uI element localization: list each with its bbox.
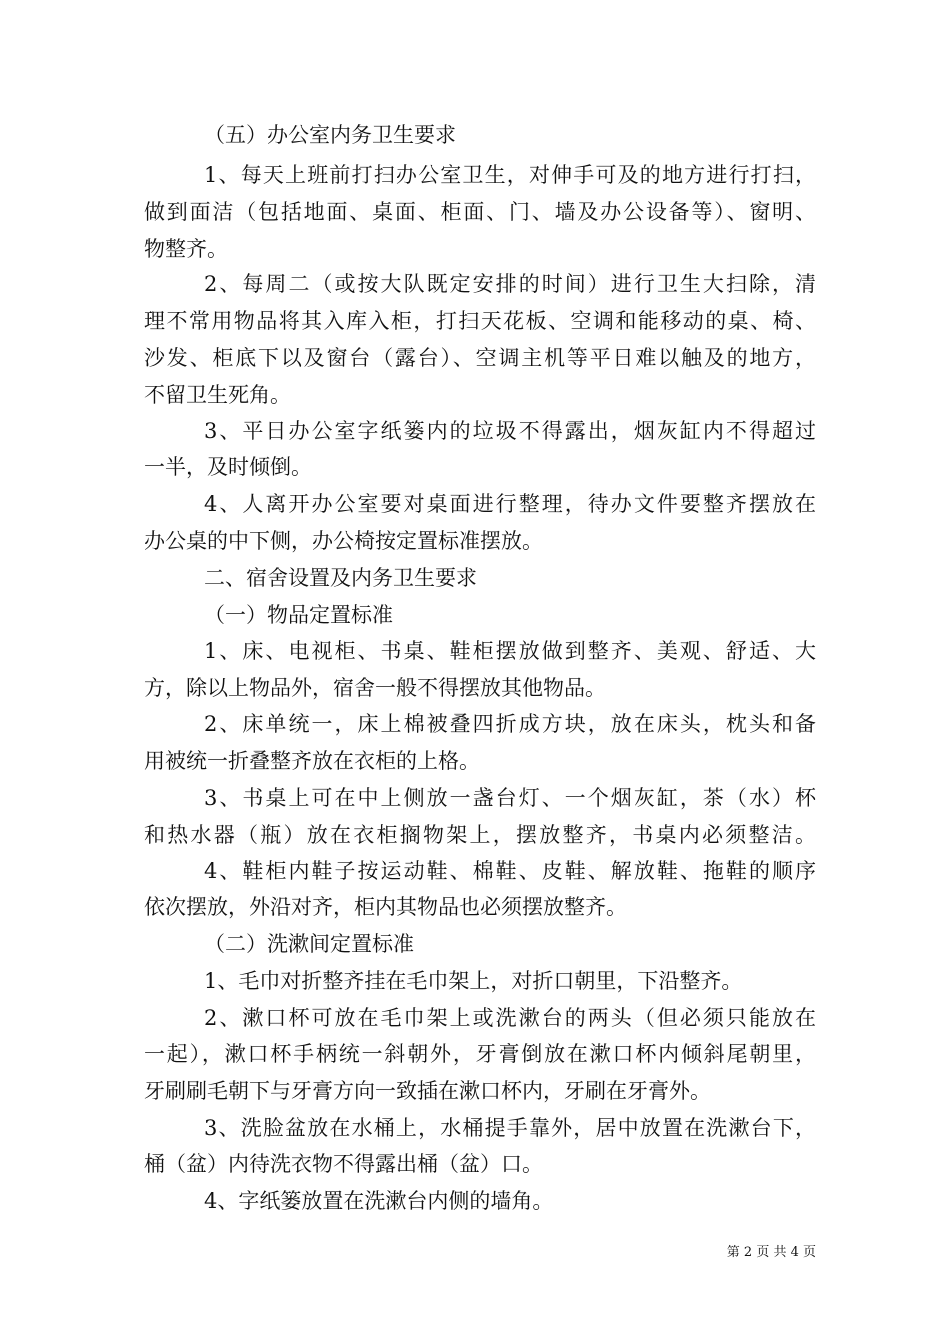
paragraph-line: 1、毛巾对折整齐挂在毛巾架上，对折口朝里，下沿整齐。: [204, 969, 743, 993]
paragraph-line: 理不常用物品将其入库入柜，打扫天花板、空调和能移动的桌、椅、: [144, 309, 816, 333]
paragraph-line: 不留卫生死角。: [144, 383, 291, 407]
paragraph-line: 2、每周二（或按大队既定安排的时间）进行卫生大扫除，清: [204, 272, 816, 296]
paragraph-line: 3、洗脸盆放在水桶上，水桶提手靠外，居中放置在洗漱台下，: [204, 1116, 816, 1140]
paragraph-line: 依次摆放，外沿对齐，柜内其物品也必须摆放整齐。: [144, 895, 627, 919]
paragraph-line: 方，除以上物品外，宿舍一般不得摆放其他物品。: [144, 676, 606, 700]
section-heading: （五）办公室内务卫生要求: [204, 123, 456, 147]
paragraph-line: 2、床单统一，床上棉被叠四折成方块，放在床头，枕头和备: [204, 712, 816, 736]
paragraph-line: 和热水器（瓶）放在衣柜搁物架上，摆放整齐，书桌内必须整洁。: [144, 823, 816, 847]
paragraph-line: 一半，及时倾倒。: [144, 455, 312, 479]
paragraph-line: 4、人离开办公室要对桌面进行整理，待办文件要整齐摆放在: [204, 492, 816, 516]
paragraph-line: 做到面洁（包括地面、桌面、柜面、门、墙及办公设备等）、窗明、: [144, 200, 816, 224]
page-number: 第 2 页 共 4 页: [726, 1245, 816, 1260]
paragraph-line: 4、字纸篓放置在洗漱台内侧的墙角。: [204, 1189, 554, 1213]
paragraph-line: 用被统一折叠整齐放在衣柜的上格。: [144, 749, 480, 773]
section-heading: 二、宿舍设置及内务卫生要求: [204, 566, 477, 590]
paragraph-line: 3、书桌上可在中上侧放一盏台灯、一个烟灰缸，茶（水）杯: [204, 786, 816, 810]
paragraph-line: 牙刷刷毛朝下与牙膏方向一致插在漱口杯内，牙刷在牙膏外。: [144, 1079, 711, 1103]
paragraph-line: 2、漱口杯可放在毛巾架上或洗漱台的两头（但必须只能放在: [204, 1006, 816, 1030]
paragraph-line: 4、鞋柜内鞋子按运动鞋、棉鞋、皮鞋、解放鞋、拖鞋的顺序: [204, 859, 816, 883]
paragraph-line: 1、床、电视柜、书桌、鞋柜摆放做到整齐、美观、舒适、大: [204, 639, 816, 663]
paragraph-line: 3、平日办公室字纸篓内的垃圾不得露出，烟灰缸内不得超过: [204, 419, 816, 443]
section-heading: （一）物品定置标准: [204, 603, 393, 627]
paragraph-line: 办公桌的中下侧，办公椅按定置标准摆放。: [144, 529, 543, 553]
paragraph-line: 物整齐。: [144, 237, 228, 261]
paragraph-line: 1、每天上班前打扫办公室卫生，对伸手可及的地方进行打扫，: [204, 163, 816, 187]
paragraph-line: 一起），漱口杯手柄统一斜朝外，牙膏倒放在漱口杯内倾斜尾朝里，: [144, 1042, 816, 1066]
paragraph-line: 沙发、柜底下以及窗台（露台）、空调主机等平日难以触及的地方，: [144, 346, 816, 370]
paragraph-line: 桶（盆）内待洗衣物不得露出桶（盆）口。: [144, 1152, 543, 1176]
section-heading: （二）洗漱间定置标准: [204, 932, 414, 956]
